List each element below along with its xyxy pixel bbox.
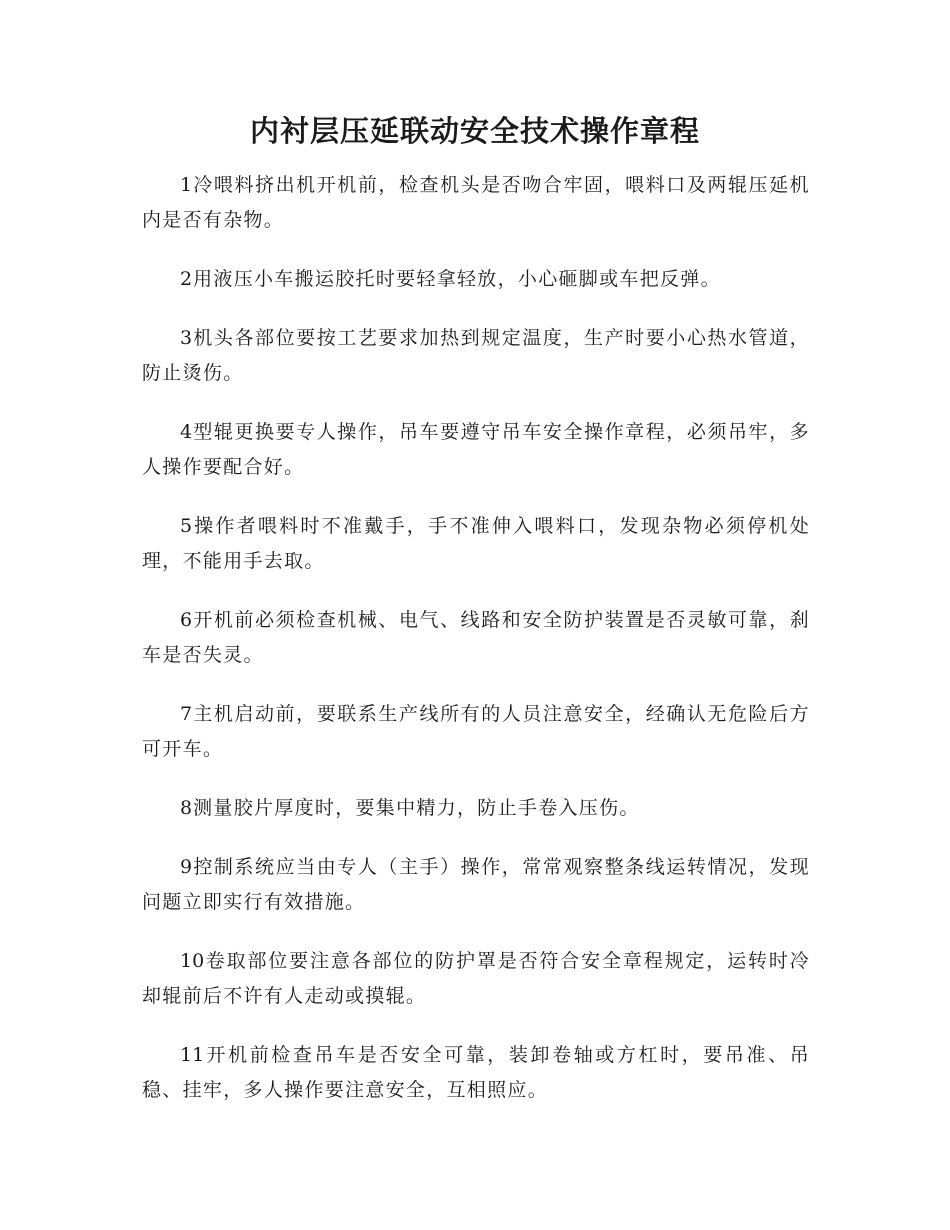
clause-text: 机头各部位要按工艺要求加热到规定温度，生产时要小心热水管道，防止烫伤。: [142, 327, 810, 384]
clause-item: [142, 415, 810, 485]
clause-text: 用液压小车搬运胶托时要轻拿轻放，小心砸脚或车把反弹。: [193, 268, 721, 290]
clause-item: [142, 1038, 810, 1108]
clause-number: 8: [180, 797, 193, 819]
clause-text: 卷取部位要注意各部位的防护罩是否符合安全章程规定，运转时冷却辊前后不许有人走动或摸辊。: [142, 950, 810, 1007]
clause-number: 1: [180, 174, 193, 196]
clause-text: 操作者喂料时不准戴手，手不准伸入喂料口，发现杂物必须停机处理，不能用手去取。: [142, 515, 810, 572]
clause-item: [142, 509, 810, 579]
clause-text: 冷喂料挤出机开机前，检查机头是否吻合牢固，喂料口及两辊压延机内是否有杂物。: [142, 174, 810, 231]
clause-item: [142, 791, 810, 826]
clause-item: [142, 321, 810, 391]
clause-item: [142, 697, 810, 767]
clause-item: [142, 262, 810, 297]
clause-item: [142, 850, 810, 920]
clause-number: 6: [180, 609, 193, 631]
clause-number: 9: [180, 856, 193, 878]
clause-number: 2: [180, 268, 193, 290]
clause-item: [142, 168, 810, 238]
clause-number: 10: [180, 950, 205, 972]
clause-text: 主机启动前，要联系生产线所有的人员注意安全，经确认无危险后方可开车。: [142, 703, 810, 760]
clause-list: [142, 168, 810, 1132]
clause-text: 测量胶片厚度时，要集中精力，防止手卷入压伤。: [193, 797, 640, 819]
clause-text: 型辊更换要专人操作，吊车要遵守吊车安全操作章程，必须吊牢，多人操作要配合好。: [142, 421, 810, 478]
clause-number: 4: [180, 421, 193, 443]
clause-text: 控制系统应当由专人（主手）操作，常常观察整条线运转情况，发现问题立即实行有效措施。: [142, 856, 810, 913]
clause-text: 开机前检查吊车是否安全可靠，装卸卷轴或方杠时，要吊准、吊稳、挂牢，多人操作要注意安全，互相照应。: [142, 1044, 810, 1101]
clause-item: [142, 944, 810, 1014]
clause-number: 7: [180, 703, 193, 725]
clause-text: 开机前必须检查机械、电气、线路和安全防护装置是否灵敏可靠，刹车是否失灵。: [142, 609, 810, 666]
clause-item: [142, 603, 810, 673]
document-title: 内衬层压延联动安全技术操作章程: [249, 114, 700, 148]
clause-number: 5: [180, 515, 193, 537]
clause-number: 11: [180, 1044, 205, 1066]
clause-number: 3: [180, 327, 193, 349]
